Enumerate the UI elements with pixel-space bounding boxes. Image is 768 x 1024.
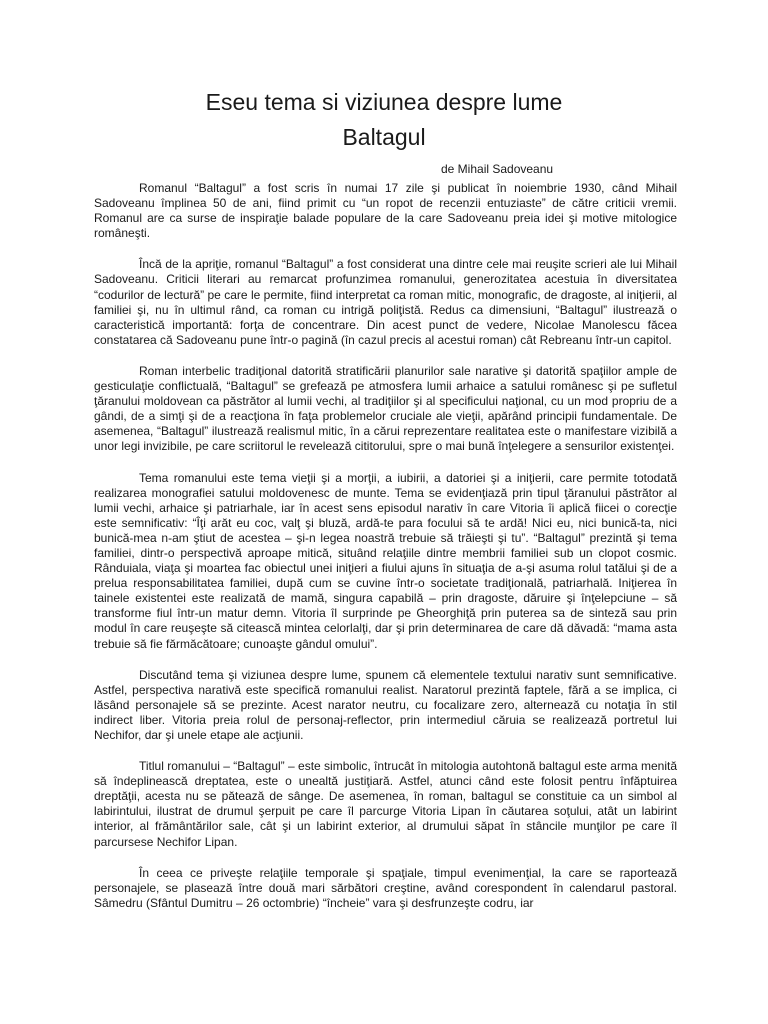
paragraph-3: Roman interbelic tradiţional datorită stratificării planurilor sale narative şi datorită spaţiilor ample de gesticulaţie conflictuală, “Baltagul” se grefează pe atmosfera lumii arhaice a satului românesc şi pe sufletul ţăranului moldovean ca păstrător al lumii vechi, al tradiţiilor şi al specificului naţional, cu un mod propriu de a gândi, de a simţi şi de a reacţiona în faţa problemelor cruciale ale vieţii, apărând principii fundamentale. De asemenea, “Baltagul” ilustrează realismul mitic, în a cărui reprezentare realitatea este o manifestare vizibilă a unor legi invizibile, pe care scriitorul le revelează cititorului, spre o mai bună înţelegere a sensurilor existenţei. (94, 363, 677, 454)
paragraph-2: Încă de la apriţie, romanul “Baltagul” a fost considerat una dintre cele mai reuşite scrieri ale lui Mihail Sadoveanu. Criticii literari au remarcat profunzimea romanului, generozitatea acestuia în diversitatea “codurilor de lectură” pe care le permite, fiind interpretat ca roman mitic, monografic, de dragoste, al iniţierii, al familiei şi, nu în ultimul rând, ca roman cu intrigă poliţistă. Redus ca dimensiuni, “Baltagul” ilustrează o caracteristică importantă: forţa de concentrare. Din acest punct de vedere, Nicolae Manolescu făcea constatarea că Sadoveanu pune într-o pagină (în cazul precis al acestui roman) cât Rebreanu într-un capitol. (94, 257, 677, 347)
author-byline: de Mihail Sadoveanu (441, 162, 554, 176)
paragraph-7: În ceea ce priveşte relaţiile temporale şi spaţiale, timpul evenimenţial, la care se raportează personajele, se plasează între două mari sărbători creştine, având corespondent în calendarul pastoral. Sâmedru (Sfântul Dumitru – 26 octombrie) “încheie” vara şi desfrunzeşte codru, iar (94, 865, 677, 910)
paragraph-4: Tema romanului este tema vieţii şi a morţii, a iubirii, a datoriei şi a iniţierii, care permite totodată realizarea monografiei satului moldovenesc de munte. Tema se evidenţiază prin tipul ţăranului păstrător al lumii vechi, arhaice şi patriarhale, iar în acest sens episodul narativ în care Vitoria îi aplică fiicei o corecţie este semnificativ: “Îţi arăt eu coc, valţ şi bluză, ardă-te para focului să te ardă! Nici eu, nici bunică-ta, nici bunică-mea n-am ştiut de acestea – şi-n legea noastră trebuie să trăieşti şi tu”. “Baltagul” prezintă şi tema familiei, dintr-o perspectivă aproape mitică, situând relaţiile dintre membrii familiei sub un clopot cosmic. Rânduiala, viaţa şi moartea fac obiectul unei iniţieri a fiului ajuns în situaţia de a-şi asuma rolul tatălui şi de a prelua responsabilitatea familiei, după cum se cuvine într-o societate tradiţională, patriarhală. Iniţierea în tainele existentei este realizată de mamă, singura capabilă – prin dragoste, dăruire şi înţelepciune – să transforme fiul într-un matur demn. Vitoria îl surprinde pe Gheorghiţă prin puterea sa de sinteză sau prin modul în care reuşeşte să citească mintea celorlalţi, dar şi prin determinarea de care dă dăvadă: “mama asta trebuie să fie fărmăcătoare; cunoaşte gândul omului”. (94, 470, 677, 651)
paragraph-6: Titlul romanului – “Baltagul” – este simbolic, întrucât în mitologia autohtonă baltagul este arma menită să îndeplinească dreptatea, este o unealtă justiţiară. Astfel, atunci când este folosit pentru înfăptuirea dreptăţii, acesta nu se pătează de sânge. De asemenea, în roman, baltagul se constituie ca un simbol al labirintului, ilustrat de drumul şerpuit pe care îl parcurge Vitoria Lipan în căutarea soţului, atât un labirint interior, al frământărilor sale, cât şi un labirint exterior, al drumului săpat în stâncile munţilor pe care îl parcursese Nechifor Lipan. (94, 759, 677, 849)
document-body (94, 181, 677, 911)
document-title-line-2: Baltagul (342, 124, 426, 150)
paragraph-1: Romanul “Baltagul” a fost scris în numai 17 zile şi publicat în noiembrie 1930, când Mihail Sadoveanu împlinea 50 de ani, fiind primit cu “un ropot de recenzii entuziaste” de către criticii vremii. Romanul are ca surse de inspiraţie balade populare de la care Sadoveanu preia idei şi motive mitologice româneşti. (94, 181, 677, 241)
paragraph-5: Discutând tema şi viziunea despre lume, spunem că elementele textului narativ sunt semnificative. Astfel, perspectiva narativă este specifică romanului realist. Naratorul prezintă faptele, fără a se implica, ci lăsând personajele să se prezinte. Acest narator neutru, cu focalizare zero, alternează cu notaţia în stil indirect liber. Vitoria preia rolul de personaj-reflector, prin intermediul căruia se realizează portretul lui Nechifor, dar şi unele etape ale acţiunii. (94, 667, 677, 742)
document-title-line-1: Eseu tema si viziunea despre lume (205, 89, 563, 115)
